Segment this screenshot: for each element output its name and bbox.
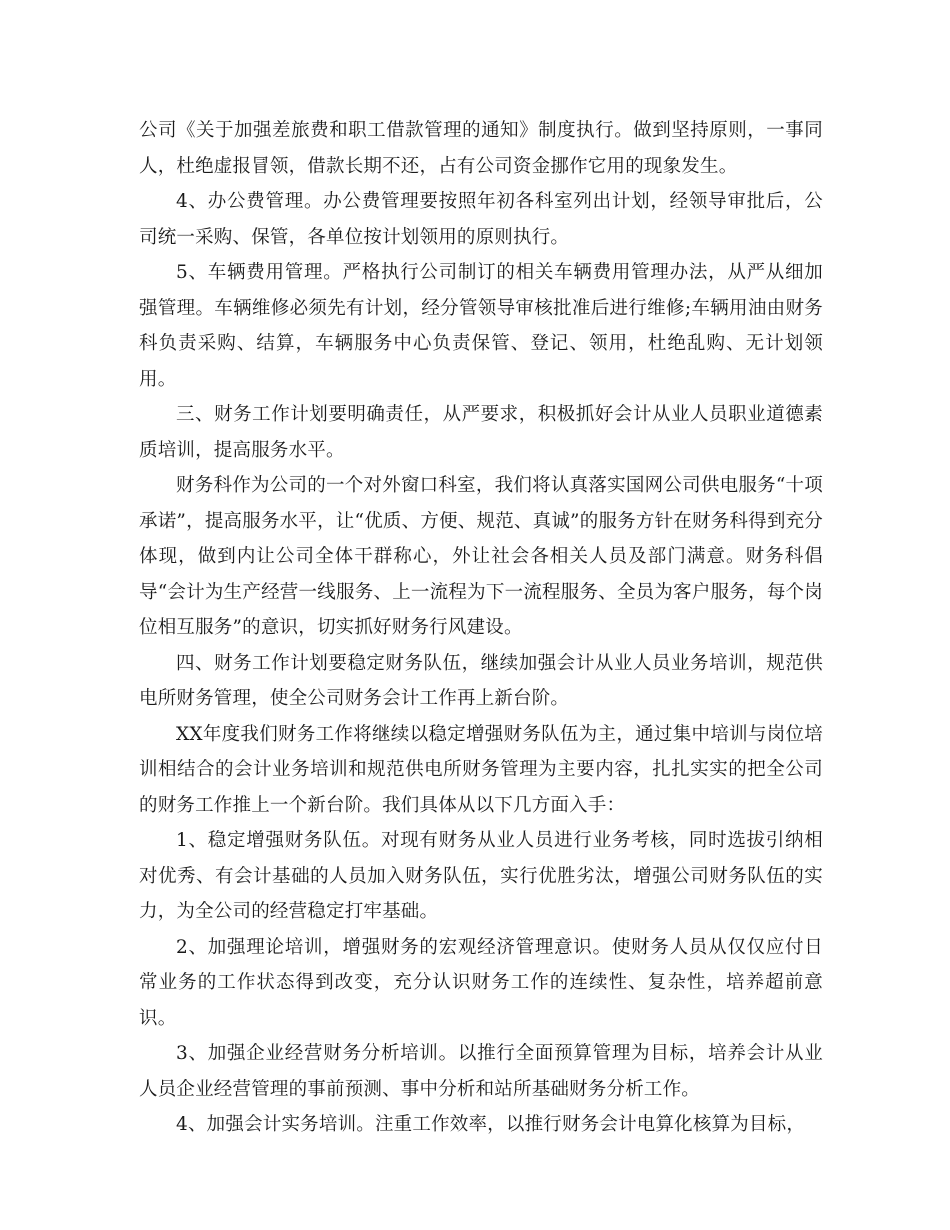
paragraph: 3、加强企业经营财务分析培训。以推行全面预算管理为目标，培养会计从业人员企业经营管理的事前预测、事中分析和站所基础财务分析工作。 <box>139 1043 823 1100</box>
paragraph: 1、稳定增强财务队伍。对现有财务从业人员进行业务考核，同时选拔引纳相对优秀、有会计基础的人员加入财务队伍，实行优胜劣汰，增强公司财务队伍的实力，为全公司的经营稳定打牢基础。 <box>139 830 823 922</box>
paragraph: 四、财务工作计划要稳定财务队伍，继续加强会计从业人员业务培训，规范供电所财务管理，使全公司财务会计工作再上新台阶。 <box>139 652 823 709</box>
paragraph: XX年度我们财务工作将继续以稳定增强财务队伍为主，通过集中培训与岗位培训相结合的会计业务培训和规范供电所财务管理为主要内容，扎扎实实的把全公司的财务工作推上一个新台阶。我们具体从以下几方面入手： <box>139 723 823 816</box>
paragraph: 4、加强会计实务培训。注重工作效率，以推行财务会计电算化核算为目标， <box>176 1114 806 1135</box>
paragraph: 三、财务工作计划要明确责任，从严要求，积极抓好会计从业人员职业道德素质培训，提高服务水平。 <box>139 404 823 461</box>
paragraph: 2、加强理论培训，增强财务的宏观经济管理意识。使财务人员从仅仅应付日常业务的工作状态得到改变，充分认识财务工作的连续性、复杂性，培养超前意识。 <box>139 936 823 1029</box>
paragraph: 财务科作为公司的一个对外窗口科室，我们将认真落实国网公司供电服务“十项承诺”，提高服务水平，让“优质、方便、规范、真诚”的服务方针在财务科得到充分体现，做到内让公司全体干群称心，外让社会各相关人员及部门满意。财务科倡导“会计为生产经营一线服务、上一流程为下一流程服务、全员为客户服务，每个岗位相互服务”的意识，切实抓好财务行风建设。 <box>139 475 823 638</box>
paragraph: 4、办公费管理。办公费管理要按照年初各科室列出计划，经领导审批后，公司统一采购、保管，各单位按计划领用的原则执行。 <box>139 191 823 248</box>
document-body <box>139 113 823 1143</box>
paragraph: 5、车辆费用管理。严格执行公司制订的相关车辆费用管理办法，从严从细加强管理。车辆维修必须先有计划，经分管领导审核批准后进行维修;车辆用油由财务科负责采购、结算，车辆服务中心负责保管、登记、领用，杜绝乱购、无计划领用。 <box>139 262 823 390</box>
paragraph: 公司《关于加强差旅费和职工借款管理的通知》制度执行。做到坚持原则，一事同人，杜绝虚报冒领，借款长期不还，占有公司资金挪作它用的现象发生。 <box>139 120 823 177</box>
